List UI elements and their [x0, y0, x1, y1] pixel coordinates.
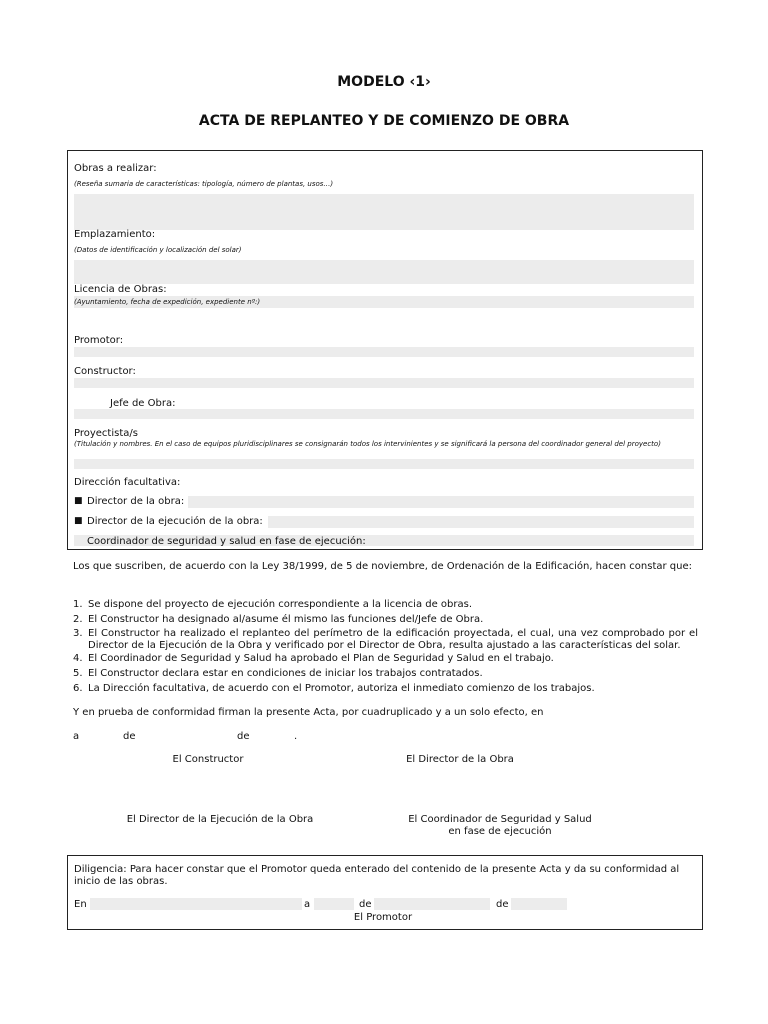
project-data-box [67, 150, 703, 550]
director-ejecucion-label: Director de la ejecución de la obra: [87, 516, 263, 527]
proyectistas-note: (Titulación y nombres. En el caso de equipos pluridisciplinares se consignarán todos los intervinientes y se significará la persona del coordinador general del proyecto) [74, 440, 661, 448]
obras-note: (Reseña sumaria de características: tipología, número de plantas, usos…) [74, 180, 334, 188]
point-number: 5. [73, 668, 83, 679]
date-a-label: a [73, 731, 80, 742]
constructor-field[interactable] [74, 378, 694, 388]
point-number: 6. [73, 683, 83, 694]
point-text: El Constructor ha designado al/asume él mismo las funciones del/Jefe de Obra. [88, 614, 484, 625]
signature-promotor: El Promotor [353, 912, 413, 923]
point-number: 4. [73, 653, 83, 664]
jefe-obra-label: Jefe de Obra: [110, 398, 176, 409]
licencia-label: Licencia de Obras: [74, 284, 167, 295]
director-obra-field[interactable] [188, 496, 694, 508]
jefe-obra-field[interactable] [74, 409, 694, 419]
conformity-text: Y en prueba de conformidad firman la presente Acta, por cuadruplicado y a un solo efecto, en [73, 707, 544, 718]
diligencia-a-label: a [304, 899, 311, 910]
model-number: MODELO ‹1› [337, 74, 431, 90]
diligencia-de-label: de [496, 899, 509, 910]
emplazamiento-note: (Datos de identificación y localización del solar) [74, 246, 242, 254]
point-text: La Dirección facultativa, de acuerdo con el Promotor, autoriza el inmediato comienzo de los trabajos. [88, 683, 595, 694]
promotor-field[interactable] [74, 347, 694, 357]
direccion-label: Dirección facultativa: [74, 477, 181, 488]
director-obra-label: Director de la obra: [87, 496, 185, 507]
point-text: Se dispone del proyecto de ejecución correspondiente a la licencia de obras. [88, 599, 473, 610]
diligencia-place-field[interactable] [90, 898, 302, 910]
diligencia-en-label: En [74, 899, 87, 910]
coordinador-label: Coordinador de seguridad y salud en fase de ejecución: [87, 536, 366, 547]
proyectistas-label: Proyectista/s [74, 428, 138, 439]
diligencia-month-field[interactable] [374, 898, 490, 910]
diligencia-box [67, 855, 703, 930]
signature-director-ejecucion: El Director de la Ejecución de la Obra [126, 814, 314, 825]
emplazamiento-field[interactable] [74, 260, 694, 284]
document-title: ACTA DE REPLANTEO Y DE COMIENZO DE OBRA [198, 113, 570, 129]
diligencia-year-field[interactable] [511, 898, 567, 910]
diligencia-day-field[interactable] [314, 898, 354, 910]
point-number: 2. [73, 614, 83, 625]
signature-coordinador-phase: en fase de ejecución [448, 826, 552, 837]
intro-paragraph: Los que suscriben, de acuerdo con la Ley 38/1999, de 5 de noviembre, de Ordenación de la Edificación, hacen constar que: [73, 561, 693, 572]
proyectistas-field[interactable] [74, 459, 694, 469]
licencia-note: (Ayuntamiento, fecha de expedición, expediente nº:) [74, 298, 261, 306]
constructor-label: Constructor: [74, 366, 136, 377]
signature-director-obra: El Director de la Obra [406, 754, 514, 765]
diligencia-text: Diligencia: Para hacer constar que el Promotor queda enterado del contenido de la presente Acta y da su conformidad al inicio de las obras. [74, 864, 680, 887]
point-number: 1. [73, 599, 83, 610]
bullet-icon: ■ [74, 516, 83, 526]
obras-label: Obras a realizar: [74, 163, 157, 174]
signature-coordinador: El Coordinador de Seguridad y Salud [408, 814, 592, 825]
signature-constructor: El Constructor [172, 754, 244, 765]
point-text: El Coordinador de Seguridad y Salud ha aprobado el Plan de Seguridad y Salud en el trabajo. [88, 653, 554, 664]
emplazamiento-label: Emplazamiento: [74, 229, 156, 240]
point-text: El Constructor ha realizado el replanteo del perímetro de la edificación proyectada, el cual, una vez comprobado por el Director de la Ejecución de la Obra y verificado por el Director de Obra, resulta ajustado a las características del solar. [88, 628, 698, 651]
director-ejecucion-field[interactable] [268, 516, 694, 528]
bullet-icon: ■ [74, 496, 83, 506]
promotor-label: Promotor: [74, 335, 124, 346]
point-number: 3. [73, 628, 83, 639]
point-text: El Constructor declara estar en condiciones de iniciar los trabajos contratados. [88, 668, 483, 679]
diligencia-de-label: de [359, 899, 372, 910]
date-period: . [294, 731, 298, 742]
obras-field[interactable] [74, 194, 694, 230]
date-de-label: de [237, 731, 250, 742]
date-de-label: de [123, 731, 136, 742]
